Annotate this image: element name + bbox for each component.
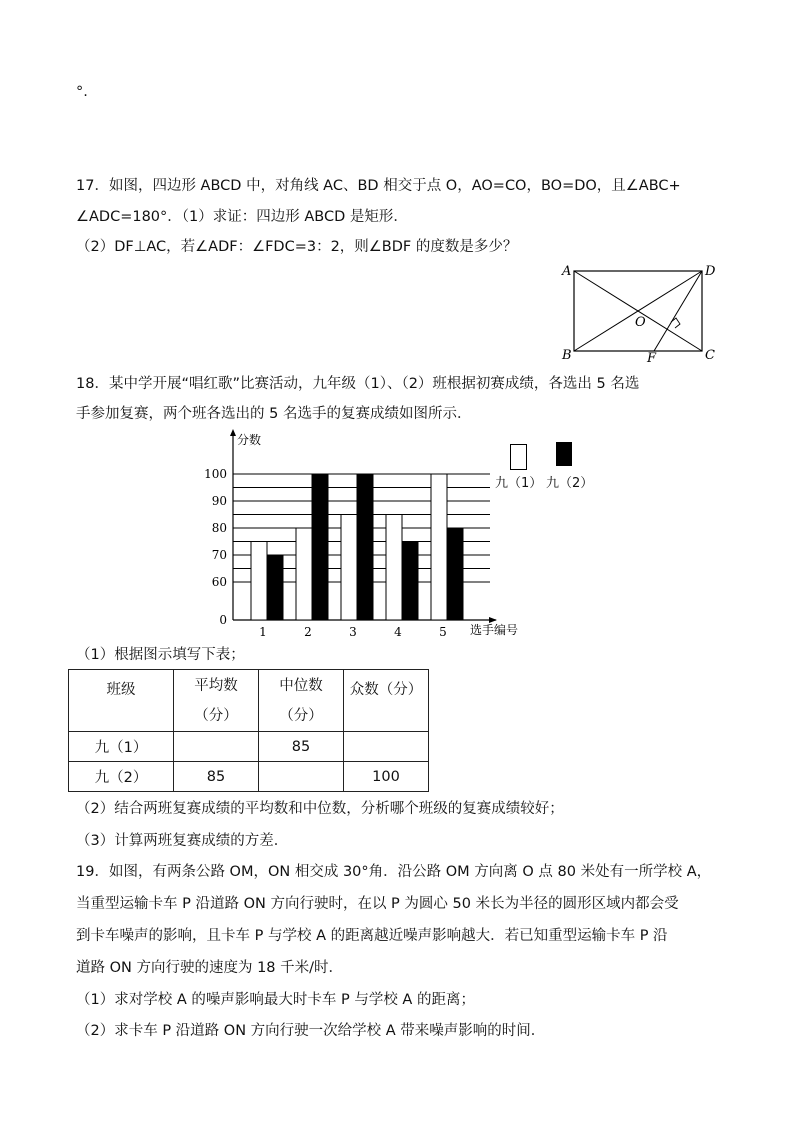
legend-swatch-class2 [556, 442, 572, 466]
header-class: 班级 [69, 670, 174, 732]
y-tick-label: 80 [211, 521, 227, 535]
bar-chart [200, 428, 543, 643]
bar-class2 [402, 542, 418, 621]
q19-line4: 道路 ON 方向行驶的速度为 18 千米/时． [76, 960, 344, 976]
label-b: B [562, 348, 572, 363]
q18-sub2: （2）结合两班复赛成绩的平均数和中位数，分析哪个班级的复赛成绩较好； [76, 801, 564, 817]
legend-label-class1: 九（1） [495, 476, 543, 491]
q17-line2: ∠ADC=180°．（1）求证：四边形 ABCD 是矩形． [76, 209, 408, 225]
table-cell: 85 [259, 732, 344, 762]
q18-sub3: （3）计算两班复赛成绩的方差． [76, 833, 289, 849]
q17-line1: 17．如图，四边形 ABCD 中，对角线 AC、BD 相交于点 O，AO=CO，BO=DO，且∠ABC+ [76, 178, 681, 194]
x-tick-label: 1 [259, 625, 267, 639]
top-fragment: °. [76, 84, 88, 100]
q18-sub1: （1）根据图示填写下表； [76, 647, 245, 663]
q19-sub1: （1）求对学校 A 的噪声影响最大时卡车 P 与学校 A 的距离； [76, 992, 475, 1008]
q17-line3: （2）DF⊥AC，若∠ADF：∠FDC=3：2，则∠BDF 的度数是多少？ [76, 239, 518, 255]
table-row [69, 732, 429, 762]
x-tick-label: 5 [439, 625, 447, 639]
bar-class2 [312, 474, 328, 620]
bar-class1 [341, 515, 357, 621]
x-axis-title: 选手编号 [470, 623, 519, 637]
x-tick-label: 2 [304, 625, 312, 639]
table-cell [344, 732, 429, 762]
label-f: F [647, 351, 657, 366]
q19-line3: 到卡车噪声的影响，且卡车 P 与学校 A 的距离越近噪声影响越大．若已知重型运输卡车 P 沿 [76, 928, 668, 944]
x-tick-label: 4 [394, 625, 402, 639]
table-header-row [69, 670, 429, 732]
label-o: O [635, 315, 646, 330]
header-median: 中位数 （分） [259, 670, 344, 732]
bar-class2 [447, 528, 463, 620]
bar-class1 [296, 528, 312, 620]
y-axis-arrow [230, 429, 236, 436]
table-cell: 85 [174, 762, 259, 792]
table-cell [259, 762, 344, 792]
bar-class2 [267, 555, 283, 620]
y-tick-label: 60 [211, 575, 227, 589]
q19-sub2: （2）求卡车 P 沿道路 ON 方向行驶一次给学校 A 带来噪声影响的时间． [76, 1023, 546, 1039]
q17-rectangle-figure [558, 262, 728, 366]
label-c: C [705, 348, 715, 363]
bar-class1 [251, 542, 267, 621]
table-cell [174, 732, 259, 762]
score-table [68, 669, 429, 792]
bar-class2 [357, 474, 373, 620]
table-cell: 九（1） [69, 732, 174, 762]
bar-class1 [431, 474, 447, 620]
y-tick-label: 0 [219, 613, 227, 627]
y-tick-label: 90 [211, 494, 227, 508]
table-row [69, 762, 429, 792]
table-cell: 九（2） [69, 762, 174, 792]
header-mode: 众数（分） [344, 670, 429, 732]
segment-df [654, 271, 702, 351]
legend-label-class2: 九（2） [546, 476, 594, 491]
header-mean: 平均数 （分） [174, 670, 259, 732]
y-tick-label: 70 [211, 548, 227, 562]
label-d: D [705, 264, 716, 279]
y-axis-title: 分数 [237, 433, 262, 447]
q18-line1: 18．某中学开展“唱红歌”比赛活动，九年级（1）、（2）班根据初赛成绩，各选出 5 名选 [76, 376, 640, 392]
table-cell: 100 [344, 762, 429, 792]
label-a: A [562, 264, 572, 279]
q19-line1: 19．如图，有两条公路 OM，ON 相交成 30°角．沿公路 OM 方向离 O 点 80 米处有一所学校 A， [76, 864, 712, 880]
q18-line2: 手参加复赛，两个班各选出的 5 名选手的复赛成绩如图所示． [76, 406, 472, 422]
bar-class1 [386, 515, 402, 621]
q19-line2: 当重型运输卡车 P 沿道路 ON 方向行驶时，在以 P 为圆心 50 米长为半径的圆形区域内都会受 [76, 896, 679, 912]
x-tick-label: 3 [349, 625, 357, 639]
y-tick-label: 100 [204, 467, 227, 481]
legend-swatch-class1 [510, 444, 527, 470]
